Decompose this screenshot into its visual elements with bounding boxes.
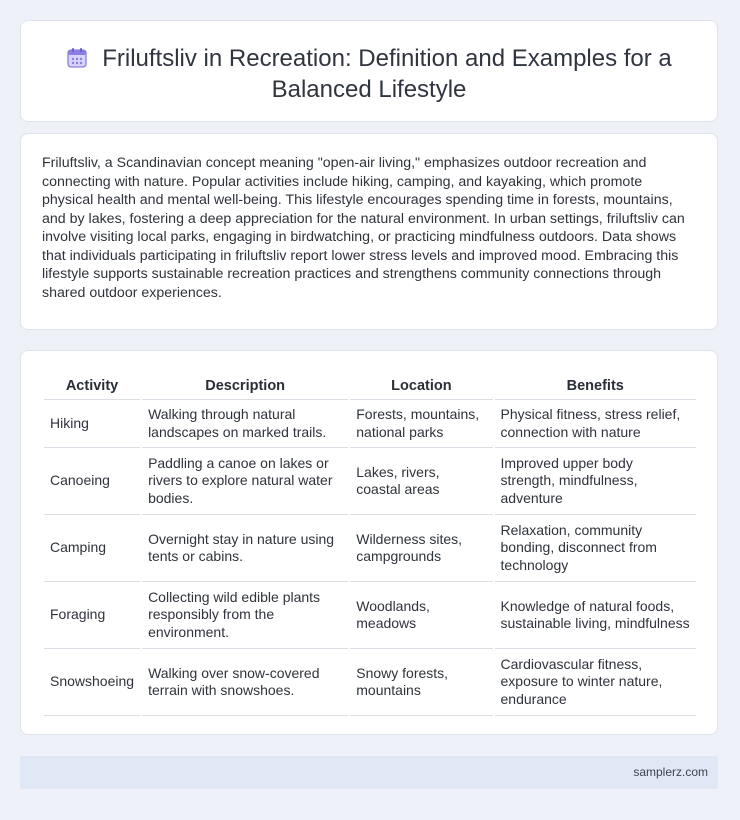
table-row [44, 648, 696, 716]
column-header-benefits: Benefits [566, 378, 624, 395]
cell-activity: Snowshoeing [44, 648, 140, 716]
page-title-container [21, 43, 717, 105]
cell-description: Overnight stay in nature using tents or cabins. [142, 514, 348, 581]
table-header-row [44, 373, 696, 399]
intro-paragraph: Friluftsliv, a Scandinavian concept meaning "open-air living," emphasizes outdoor recreation and connecting with nature. Popular activities include hiking, camping, and kayaking, which promote physical health and mental well-being. This lifestyle encourages spending time in forests, mountains, and by lakes, fostering a deep appreciation for the natural environment. In urban settings, friluftsliv can involve visiting local parks, engaging in birdwatching, or practicing mindfulness outdoors. Data shows that individuals participating in friluftsliv report lower stress levels and improved mood. Embracing this lifestyle supports sustainable recreation practices and strengthens community connections through shared outdoor experiences. [42, 155, 685, 301]
table-row [44, 581, 696, 648]
cell-location: Lakes, rivers, coastal areas [350, 447, 492, 514]
cell-description: Walking over snow-covered terrain with snowshoes. [142, 648, 348, 716]
page-title: Friluftsliv in Recreation: Definition and Examples for a Balanced Lifestyle [102, 45, 672, 103]
cell-benefits: Relaxation, community bonding, disconnect from technology [495, 514, 696, 581]
table-row [44, 399, 696, 447]
cell-benefits: Improved upper body strength, mindfulness, adventure [495, 447, 696, 514]
activities-table [42, 373, 698, 716]
intro-card [20, 133, 718, 330]
table-card [20, 350, 718, 735]
cell-description: Collecting wild edible plants responsibly from the environment. [142, 581, 348, 648]
cell-benefits: Knowledge of natural foods, sustainable living, mindfulness [495, 581, 696, 648]
footer-bar [20, 756, 718, 789]
table-row [44, 447, 696, 514]
cell-description: Walking through natural landscapes on marked trails. [142, 399, 348, 447]
title-card [20, 20, 718, 122]
cell-description: Paddling a canoe on lakes or rivers to explore natural water bodies. [142, 447, 348, 514]
cell-location: Wilderness sites, campgrounds [350, 514, 492, 581]
cell-benefits: Cardiovascular fitness, exposure to winter nature, endurance [495, 648, 696, 716]
column-header-activity: Activity [65, 378, 119, 395]
cell-activity: Canoeing [44, 447, 140, 514]
cell-benefits: Physical fitness, stress relief, connection with nature [495, 399, 696, 447]
footer-site-link[interactable]: samplerz.com [633, 765, 708, 779]
calendar-icon [66, 47, 88, 69]
cell-activity: Hiking [44, 399, 140, 447]
cell-activity: Camping [44, 514, 140, 581]
cell-location: Woodlands, meadows [350, 581, 492, 648]
cell-location: Snowy forests, mountains [350, 648, 492, 716]
cell-activity: Foraging [44, 581, 140, 648]
table-row [44, 514, 696, 581]
cell-location: Forests, mountains, national parks [350, 399, 492, 447]
column-header-description: Description [205, 378, 286, 395]
column-header-location: Location [391, 378, 452, 395]
